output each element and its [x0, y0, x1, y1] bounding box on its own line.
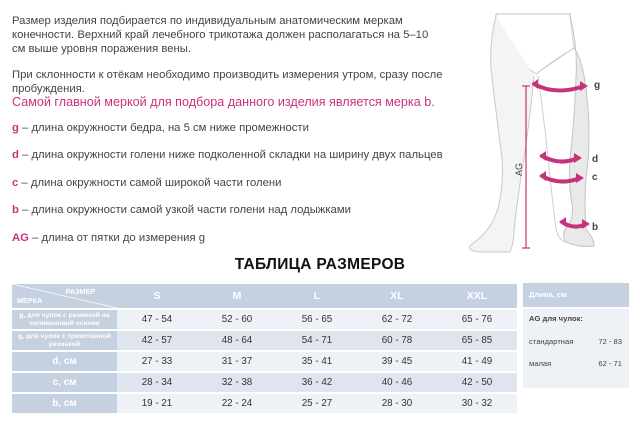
definition-key: b [12, 204, 19, 216]
table-cell: 36 - 42 [277, 373, 357, 392]
table-cell: 47 - 54 [117, 310, 197, 329]
size-table-header [12, 284, 517, 308]
row-label: d, см [12, 352, 117, 371]
length-ag-label: AG для чулок: [529, 314, 583, 323]
row-label: c, см [12, 373, 117, 392]
table-cell: 22 - 24 [197, 394, 277, 413]
definition-key: c [12, 177, 19, 189]
corner-size-label: РАЗМЕР [65, 287, 95, 296]
table-cell: 42 - 50 [437, 373, 517, 392]
table-cell: 40 - 46 [357, 373, 437, 392]
definition-text: – длина окружности голени ниже подколенной складки на ширину двух пальцев [18, 149, 443, 161]
figure-label-c: c [592, 172, 598, 183]
table-cell: 56 - 65 [277, 310, 357, 329]
size-table-title: ТАБЛИЦА РАЗМЕРОВ [234, 256, 406, 273]
definition-c [12, 177, 281, 189]
definition-b [12, 204, 351, 216]
figure-label-d: d [592, 154, 599, 165]
definition-text: – длина окружности бедра, на 5 см ниже промежности [18, 122, 309, 134]
size-header-m: M [197, 284, 277, 308]
definition-d [12, 149, 443, 161]
size-header-xxl: XXL [437, 284, 517, 308]
table-cell: 48 - 64 [197, 331, 277, 350]
definition-key: g [12, 122, 19, 134]
definition-ag [12, 232, 205, 244]
table-cell: 30 - 32 [437, 394, 517, 413]
table-cell: 39 - 45 [357, 352, 437, 371]
legs-measurement-illustration [444, 8, 640, 258]
definition-g [12, 122, 309, 134]
length-row-value: 62 - 71 [598, 359, 622, 368]
table-cell: 41 - 49 [437, 352, 517, 371]
table-cell: 19 - 21 [117, 394, 197, 413]
row-label: g, для чулок с резинкой на силиконовой основе [12, 310, 117, 329]
table-cell: 42 - 57 [117, 331, 197, 350]
size-header-xl: XL [357, 284, 437, 308]
definition-text: – длина окружности самой узкой части голени над лодыжками [18, 204, 351, 216]
table-row [12, 373, 517, 392]
length-row-value: 72 - 83 [598, 337, 622, 346]
definition-text: – длина окружности самой широкой части голени [18, 177, 282, 189]
table-cell: 32 - 38 [197, 373, 277, 392]
table-cell: 25 - 27 [277, 394, 357, 413]
key-measure-note: Самой главной меркой для подбора данного изделия является мерка b. [12, 95, 435, 109]
length-table [523, 283, 629, 388]
table-cell: 28 - 30 [357, 394, 437, 413]
row-label: g, для чулок с трикотажной резинкой [12, 331, 117, 350]
table-cell: 27 - 33 [117, 352, 197, 371]
intro-paragraph-1: Размер изделия подбирается по индивидуальным анатомическим меркам конечности. Верхний край лечебного трикотажа должен располагаться на 5–10 см выше уровня поражения вены. [12, 15, 429, 55]
table-cell: 54 - 71 [277, 331, 357, 350]
corner-mark-label: МЕРКА [17, 296, 43, 305]
table-cell: 35 - 41 [277, 352, 357, 371]
table-row [12, 331, 517, 350]
definition-key: AG [12, 232, 29, 244]
size-table-corner [12, 284, 117, 308]
figure-label-ag: AG [514, 162, 524, 176]
table-cell: 65 - 76 [437, 310, 517, 329]
table-cell: 28 - 34 [117, 373, 197, 392]
table-cell: 31 - 37 [197, 352, 277, 371]
table-row [12, 394, 517, 413]
size-header-s: S [117, 284, 197, 308]
table-cell: 62 - 72 [357, 310, 437, 329]
length-table-body [523, 309, 629, 388]
length-row-label: малая [529, 359, 552, 368]
size-table [12, 282, 517, 415]
length-table-header: Длина, см [523, 283, 629, 307]
definition-key: d [12, 149, 19, 161]
row-label: b, см [12, 394, 117, 413]
length-row-label: стандартная [529, 337, 574, 346]
table-cell: 65 - 85 [437, 331, 517, 350]
definition-text: – длина от пятки до измерения g [28, 232, 206, 244]
table-row [12, 352, 517, 371]
figure-label-g: g [594, 80, 601, 91]
intro-paragraph-2: При склонности к отёкам необходимо производить измерения утром, сразу после пробуждения. [12, 69, 443, 95]
table-row [12, 310, 517, 329]
table-cell: 60 - 78 [357, 331, 437, 350]
table-cell: 52 - 60 [197, 310, 277, 329]
size-header-l: L [277, 284, 357, 308]
legs-drawing [444, 8, 640, 258]
figure-label-b: b [592, 222, 599, 233]
